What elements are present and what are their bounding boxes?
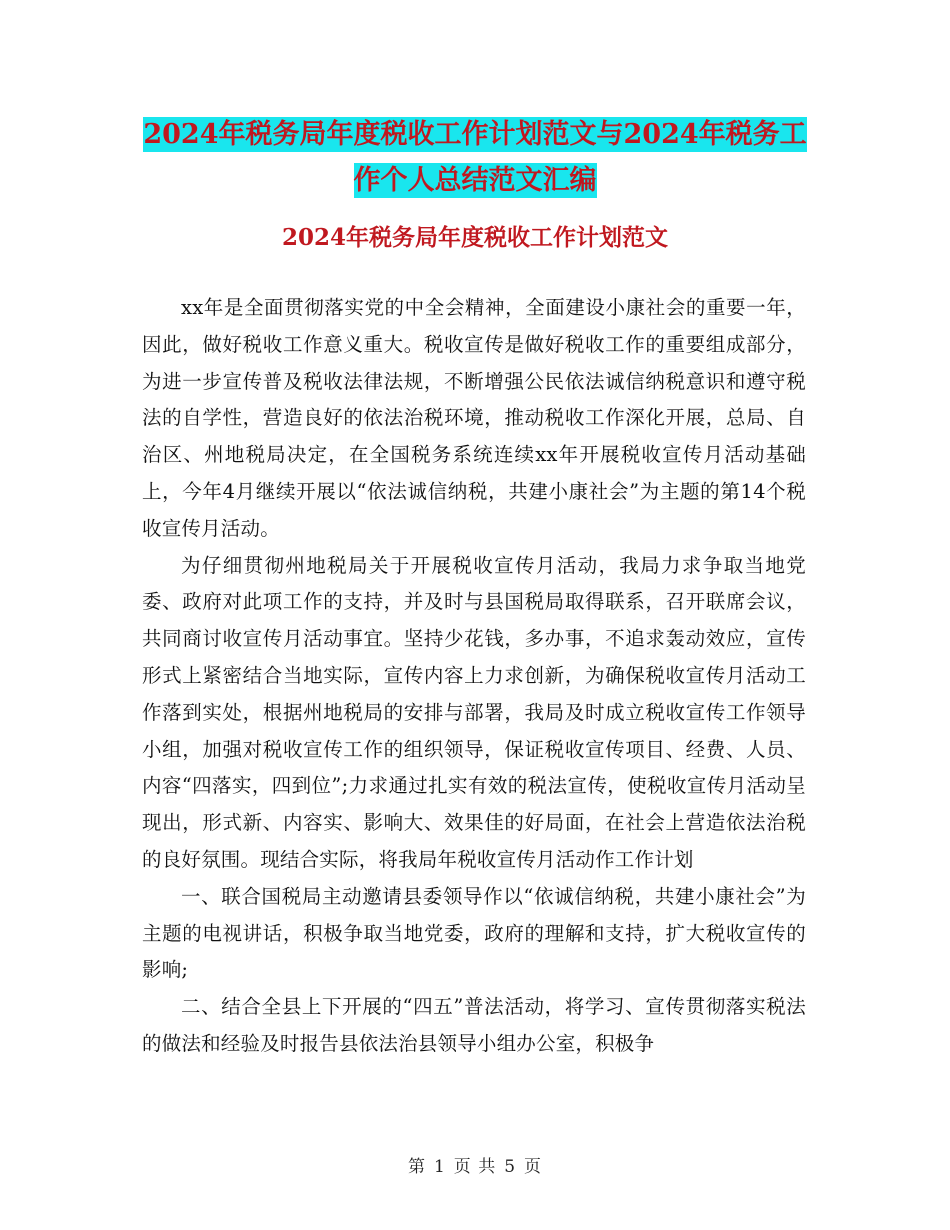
paragraph-2: 为仔细贯彻州地税局关于开展税收宣传月活动，我局力求争取当地党委、政府对此项工作的支持，并及时与县国税局取得联系，召开联席会议，共同商讨收宣传月活动事宜。坚持少花钱，多办事，不追求轰动效应，宣传形式上紧密结合当地实际，宣传内容上力求创新，为确保税收宣传月活动工作落到实处，根据州地税局的安排与部署，我局及时成立税收宣传工作领导小组，加强对税收宣传工作的组织领导，保证税收宣传项目、经费、人员、内容“四落实，四到位”;力求通过扎实有效的税法宣传，使税收宣传月活动呈现出，形式新、内容实、影响大、效果佳的好局面，在社会上营造依法治税的良好氛围。现结合实际，将我局年税收宣传月活动作工作计划 <box>142 553 806 871</box>
section-title: 2024年税务局年度税收工作计划范文 <box>281 224 668 251</box>
document-title-line-1: 2024年税务局年度税收工作计划范文与2024年税务工 <box>143 119 807 150</box>
footer-word-page: 第 <box>407 1157 426 1177</box>
document-title-line-2: 作个人总结范文汇编 <box>353 165 597 196</box>
paragraph-4: 二、结合全县上下开展的“四五”普法活动，将学习、宣传贯彻落实税法的做法和经验及时报告县依法治县领导小组办公室，积极争 <box>142 995 806 1055</box>
footer-current-page: 1 <box>433 1157 446 1177</box>
footer-total-pages: 5 <box>504 1157 517 1177</box>
page-footer <box>0 1152 950 1177</box>
footer-word-of: 页 共 <box>453 1157 497 1177</box>
document-title <box>140 112 810 204</box>
footer-word-pages: 页 <box>524 1157 543 1177</box>
document-body <box>142 290 806 1063</box>
paragraph-1: xx年是全面贯彻落实党的中全会精神，全面建设小康社会的重要一年，因此，做好税收工作意义重大。税收宣传是做好税收工作的重要组成部分，为进一步宣传普及税收法律法规，不断增强公民依法诚信纳税意识和遵守税法的自学性，营造良好的依法治税环境，推动税收工作深化开展，总局、自治区、州地税局决定，在全国税务系统连续xx年开展税收宣传月活动基础上，今年4月继续开展以“依法诚信纳税，共建小康社会”为主题的第14个税收宣传月活动。 <box>142 296 806 540</box>
paragraph-3: 一、联合国税局主动邀请县委领导作以“依诚信纳税，共建小康社会”为主题的电视讲话，积极争取当地党委，政府的理解和支持，扩大税收宣传的影响; <box>142 884 806 982</box>
